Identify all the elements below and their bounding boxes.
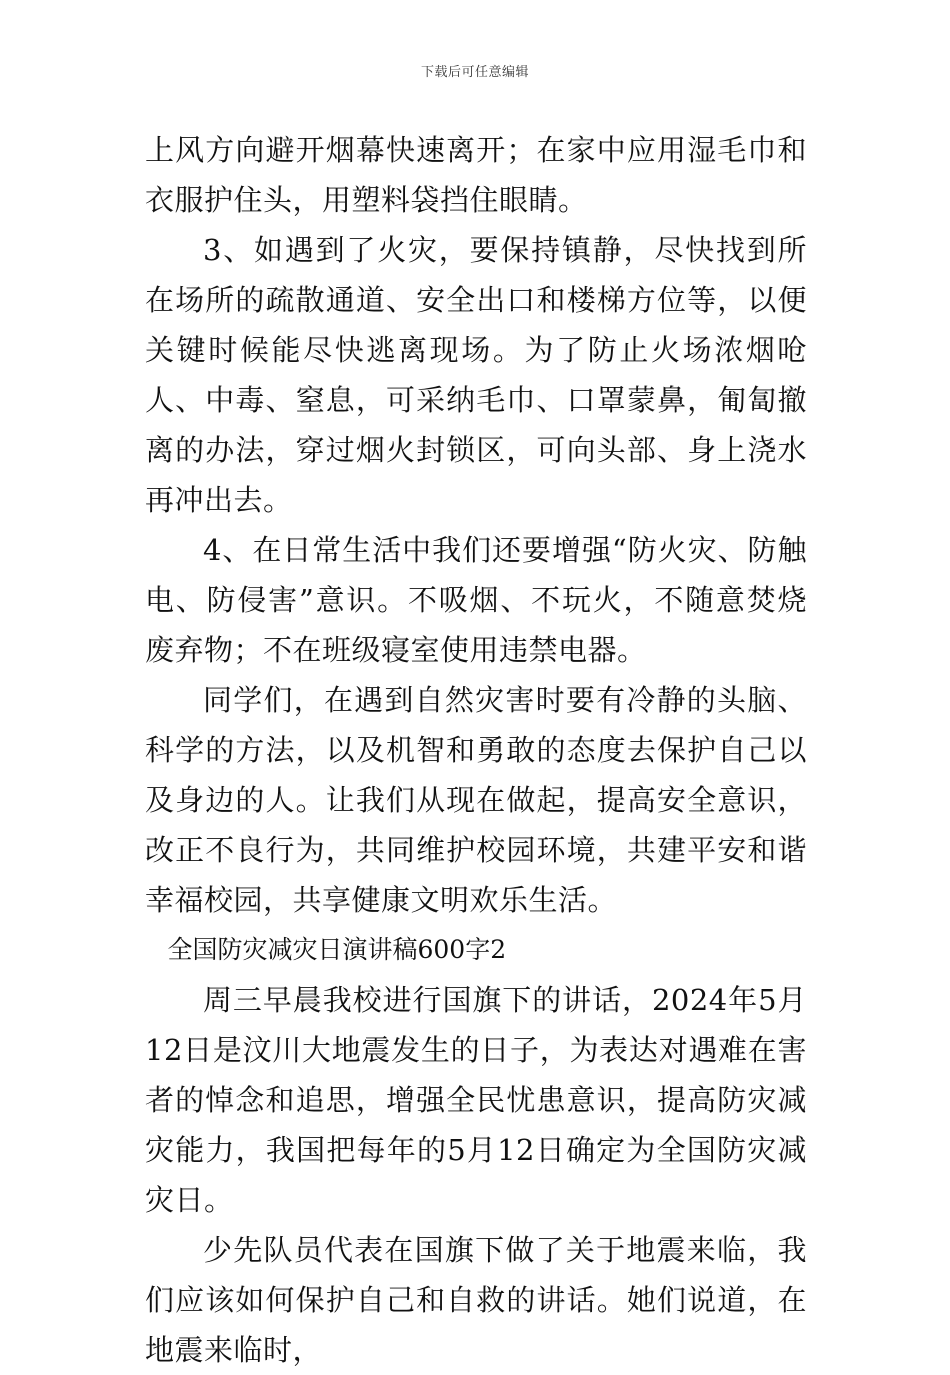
paragraph-4: 同学们，在遇到自然灾害时要有冷静的头脑、科学的方法，以及机智和勇敢的态度去保护自己以及身边的人。让我们从现在做起，提高安全意识，改正不良行为，共同维护校园环境，共建平安和谐幸福校园，共享健康文明欢乐生活。: [145, 683, 807, 917]
paragraph-5: 周三早晨我校进行国旗下的讲话，2024年5月12日是汶川大地震发生的日子，为表达对遇难在害者的悼念和追思，增强全民忧患意识，提高防灾减灾能力，我国把每年的5月12日确定为全国防灾减灾日。: [145, 983, 807, 1217]
paragraph-3: 4、在日常生活中我们还要增强“防火灾、防触电、防侵害”意识。不吸烟、不玩火，不随意焚烧废弃物；不在班级寝室使用违禁电器。: [145, 533, 807, 667]
page-header: 下载后可任意编辑: [420, 65, 529, 80]
paragraph-6: 少先队员代表在国旗下做了关于地震来临，我们应该如何保护自己和自救的讲话。她们说道，在地震来临时，: [145, 1233, 807, 1367]
paragraph-2: 3、如遇到了火灾，要保持镇静，尽快找到所在场所的疏散通道、安全出口和楼梯方位等，以便关键时候能尽快逃离现场。为了防止火场浓烟呛人、中毒、窒息，可采纳毛巾、口罩蒙鼻，匍匐撤离的办法，穿过烟火封锁区，可向头部、身上浇水再冲出去。: [145, 233, 807, 517]
paragraph-1: 上风方向避开烟幕快速离开；在家中应用湿毛巾和衣服护住头，用塑料袋挡住眼睛。: [145, 133, 807, 217]
document-body: [145, 125, 807, 1375]
section-heading: 全国防灾减灾日演讲稿600字2: [167, 935, 507, 964]
